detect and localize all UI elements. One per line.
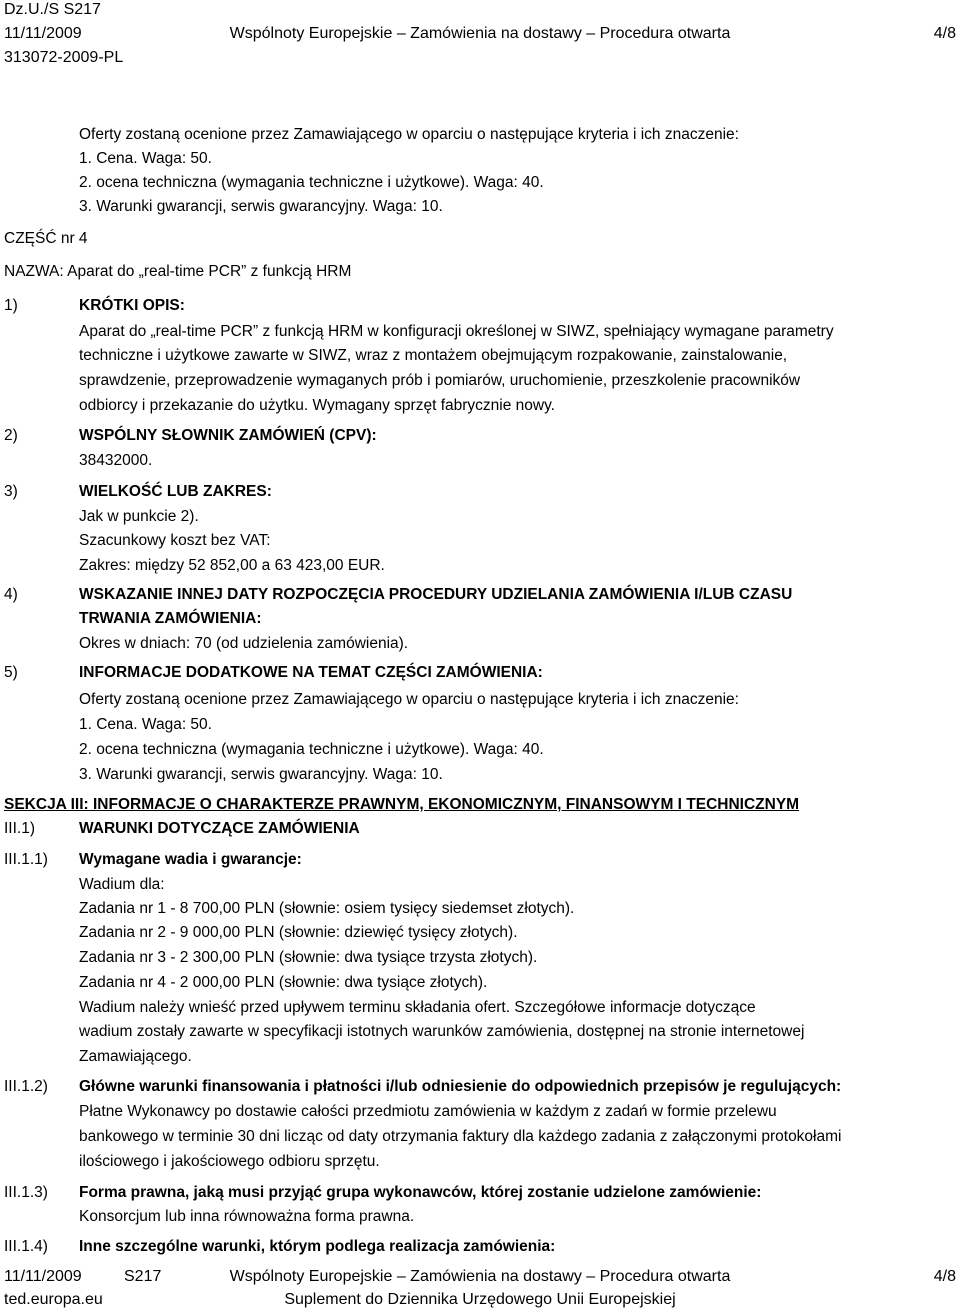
section-title: WIELKOŚĆ LUB ZAKRES: (79, 483, 272, 500)
header-ref: Dz.U./S S217 (4, 1, 101, 18)
description-line: Aparat do „real-time PCR” z funkcją HRM w konfiguracji określonej w SIWZ, spełniający wymagane parametry (79, 323, 834, 340)
part-name: NAZWA: Aparat do „real-time PCR” z funkcją HRM (4, 263, 352, 280)
section-title: WSKAZANIE INNEJ DATY ROZPOCZĘCIA PROCEDURY UDZIELANIA ZAMÓWIENIA I/LUB CZASU (79, 586, 793, 603)
header-page: 4/8 (933, 25, 956, 42)
criteria-item: 1. Cena. Waga: 50. (79, 150, 212, 167)
criteria-intro: Oferty zostaną ocenione przez Zamawiającego w oparciu o następujące kryteria i ich znaczenie: (79, 126, 739, 143)
deposit-line: Wadium należy wnieść przed upływem terminu składania ofert. Szczegółowe informacje dotyczące (79, 999, 756, 1016)
section-number: 3) (4, 483, 18, 500)
section-number: 1) (4, 297, 18, 314)
footer-page: 4/8 (933, 1268, 956, 1285)
info-line: Oferty zostaną ocenione przez Zamawiającego w oparciu o następujące kryteria i ich znaczenie: (79, 691, 739, 708)
criteria-item: 3. Warunki gwarancji, serwis gwarancyjny. Waga: 10. (79, 198, 443, 215)
subsection-number: III.1) (4, 820, 36, 837)
scope-line: Zakres: między 52 852,00 a 63 423,00 EUR. (79, 557, 385, 574)
description-line: techniczne i użytkowe zawarte w SIWZ, wraz z montażem obejmującym rozpakowanie, zainstalowanie, (79, 347, 788, 364)
item-title: Wymagane wadia i gwarancje: (79, 851, 302, 868)
info-line: 3. Warunki gwarancji, serwis gwarancyjny. Waga: 10. (79, 766, 443, 783)
info-line: 2. ocena techniczna (wymagania techniczne i użytkowe). Waga: 40. (79, 741, 544, 758)
part-label: CZĘŚĆ nr 4 (4, 230, 88, 247)
payment-line: ilościowego i jakościowego odbioru sprzętu. (79, 1153, 380, 1170)
payment-line: bankowego w terminie 30 dni licząc od daty otrzymania faktury dla każdego zadania z załączonymi protokołami (79, 1128, 842, 1145)
deposit-line: Zadania nr 3 - 2 300,00 PLN (słownie: dwa tysiące trzysta złotych). (79, 949, 538, 966)
notice-id: 313072-2009-PL (4, 49, 124, 66)
section-title: INFORMACJE DODATKOWE NA TEMAT CZĘŚCI ZAMÓWIENIA: (79, 664, 543, 681)
header-title: Wspólnoty Europejskie – Zamówienia na dostawy – Procedura otwarta (229, 25, 731, 42)
description-line: sprawdzenie, przeprowadzenie wymaganych prób i pomiarów, uruchomienie, przeszkolenie pracowników (79, 372, 801, 389)
deposit-line: Zamawiającego. (79, 1048, 192, 1065)
deposit-line: Zadania nr 1 - 8 700,00 PLN (słownie: osiem tysięcy siedemset złotych). (79, 900, 575, 917)
description-line: odbiorcy i przekazanie do użytku. Wymagany sprzęt fabrycznie nowy. (79, 397, 555, 414)
footer-supplement: Suplement do Dziennika Urzędowego Unii Europejskiej (284, 1291, 676, 1308)
legal-form: Konsorcjum lub inna równoważna forma prawna. (79, 1208, 415, 1225)
scope-line: Szacunkowy koszt bez VAT: (79, 532, 271, 549)
section-number: 2) (4, 427, 18, 444)
header-date: 11/11/2009 (4, 25, 82, 42)
item-number: III.1.2) (4, 1078, 48, 1095)
deposit-line: Wadium dla: (79, 876, 165, 893)
deposit-line: wadium zostały zawarte w specyfikacji istotnych warunków zamówienia, dostępnej na stronie internetowej (79, 1023, 805, 1040)
footer-site[interactable]: ted.europa.eu (4, 1291, 103, 1308)
deposit-line: Zadania nr 2 - 9 000,00 PLN (słownie: dziewięć tysięcy złotych). (79, 924, 518, 941)
cpv-code: 38432000. (79, 452, 153, 469)
section-number: 5) (4, 664, 18, 681)
item-number: III.1.3) (4, 1184, 48, 1201)
item-number: III.1.1) (4, 851, 48, 868)
footer-date: 11/11/2009 (4, 1268, 82, 1285)
subsection-title: WARUNKI DOTYCZĄCE ZAMÓWIENIA (79, 820, 360, 837)
section-title: KRÓTKI OPIS: (79, 297, 185, 314)
section-title: WSPÓLNY SŁOWNIK ZAMÓWIEŃ (CPV): (79, 427, 377, 444)
item-number: III.1.4) (4, 1238, 48, 1255)
footer-code: S217 (124, 1268, 162, 1285)
section-heading: SEKCJA III: INFORMACJE O CHARAKTERZE PRAWNYM, EKONOMICZNYM, FINANSOWYM I TECHNICZNYM (4, 796, 800, 813)
scope-line: Jak w punkcie 2). (79, 508, 199, 525)
info-line: 1. Cena. Waga: 50. (79, 716, 212, 733)
item-title: Główne warunki finansowania i płatności i/lub odniesienie do odpowiednich przepisów je regulujących: (79, 1078, 842, 1095)
section-title: TRWANIA ZAMÓWIENIA: (79, 610, 262, 627)
footer-title: Wspólnoty Europejskie – Zamówienia na dostawy – Procedura otwarta (229, 1268, 731, 1285)
section-number: 4) (4, 586, 18, 603)
item-title: Inne szczególne warunki, którym podlega realizacja zamówienia: (79, 1238, 556, 1255)
item-title: Forma prawna, jaką musi przyjąć grupa wykonawców, której zostanie udzielone zamówienie: (79, 1184, 762, 1201)
deposit-line: Zadania nr 4 - 2 000,00 PLN (słownie: dwa tysiące złotych). (79, 974, 488, 991)
criteria-item: 2. ocena techniczna (wymagania techniczne i użytkowe). Waga: 40. (79, 174, 544, 191)
duration: Okres w dniach: 70 (od udzielenia zamówienia). (79, 635, 409, 652)
payment-line: Płatne Wykonawcy po dostawie całości przedmiotu zamówienia w każdym z zadań w formie przelewu (79, 1103, 777, 1120)
